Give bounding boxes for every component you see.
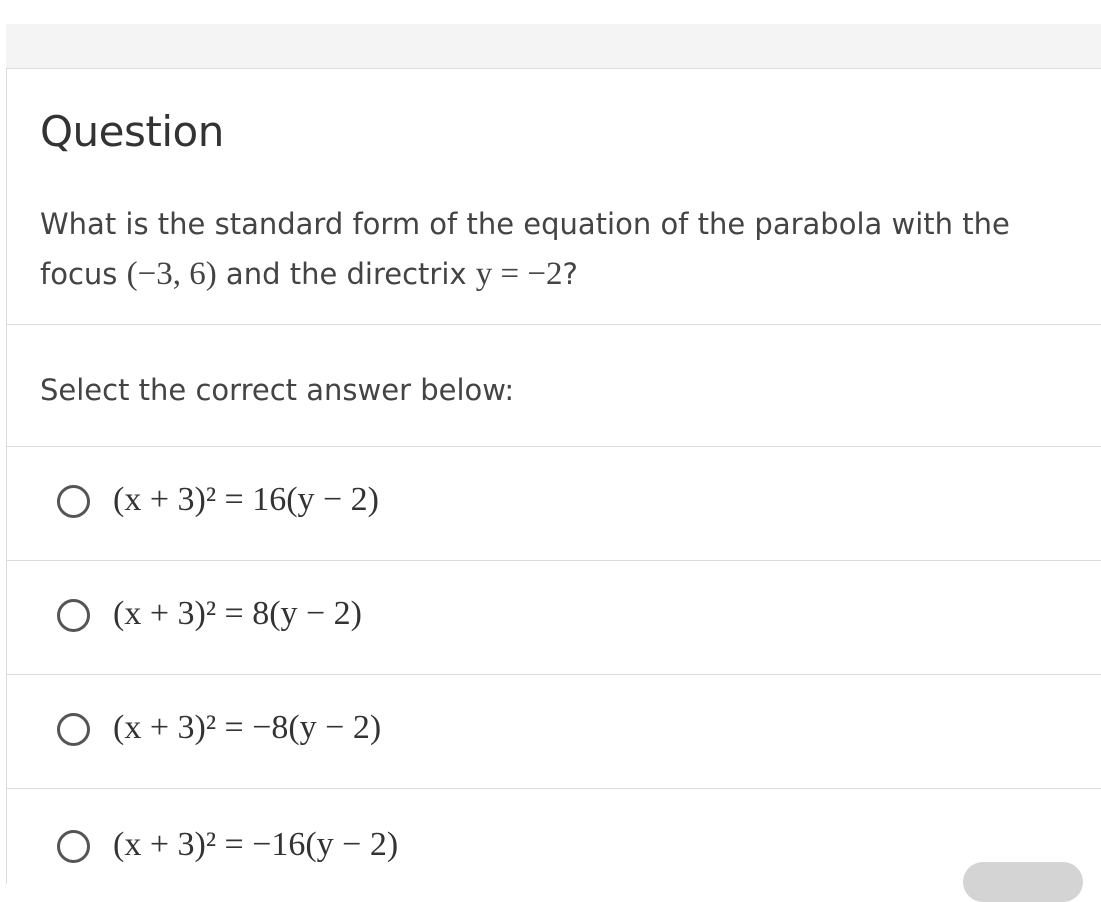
- focus-math: (−3, 6): [126, 256, 217, 292]
- question-text-end: ?: [562, 257, 578, 291]
- answer-option[interactable]: [7, 561, 1101, 675]
- question-text: [40, 199, 1080, 299]
- prompt-section: [7, 325, 1101, 447]
- radio-button[interactable]: [57, 713, 90, 746]
- directrix-math: y = −2: [475, 256, 563, 292]
- answer-option[interactable]: [7, 789, 1101, 884]
- option-label[interactable]: (x + 3)² = −16(y − 2): [113, 826, 399, 863]
- answer-prompt: Select the correct answer below:: [40, 373, 515, 407]
- answer-option[interactable]: [7, 675, 1101, 789]
- answer-option[interactable]: [7, 447, 1101, 561]
- question-text-part: What is the standard form of the equation of the parabola with the focus: [40, 207, 1010, 291]
- option-label[interactable]: (x + 3)² = 16(y − 2): [113, 481, 380, 518]
- radio-button[interactable]: [57, 599, 90, 632]
- option-label[interactable]: (x + 3)² = −8(y − 2): [113, 709, 382, 746]
- question-title: Question: [40, 107, 224, 156]
- question-text-part: and the directrix: [216, 257, 476, 291]
- submit-button[interactable]: [963, 862, 1083, 902]
- radio-button[interactable]: [57, 830, 90, 863]
- top-bar: [6, 24, 1101, 69]
- radio-button[interactable]: [57, 485, 90, 518]
- question-section: [7, 69, 1101, 325]
- option-label[interactable]: (x + 3)² = 8(y − 2): [113, 595, 363, 632]
- question-card: [6, 69, 1101, 884]
